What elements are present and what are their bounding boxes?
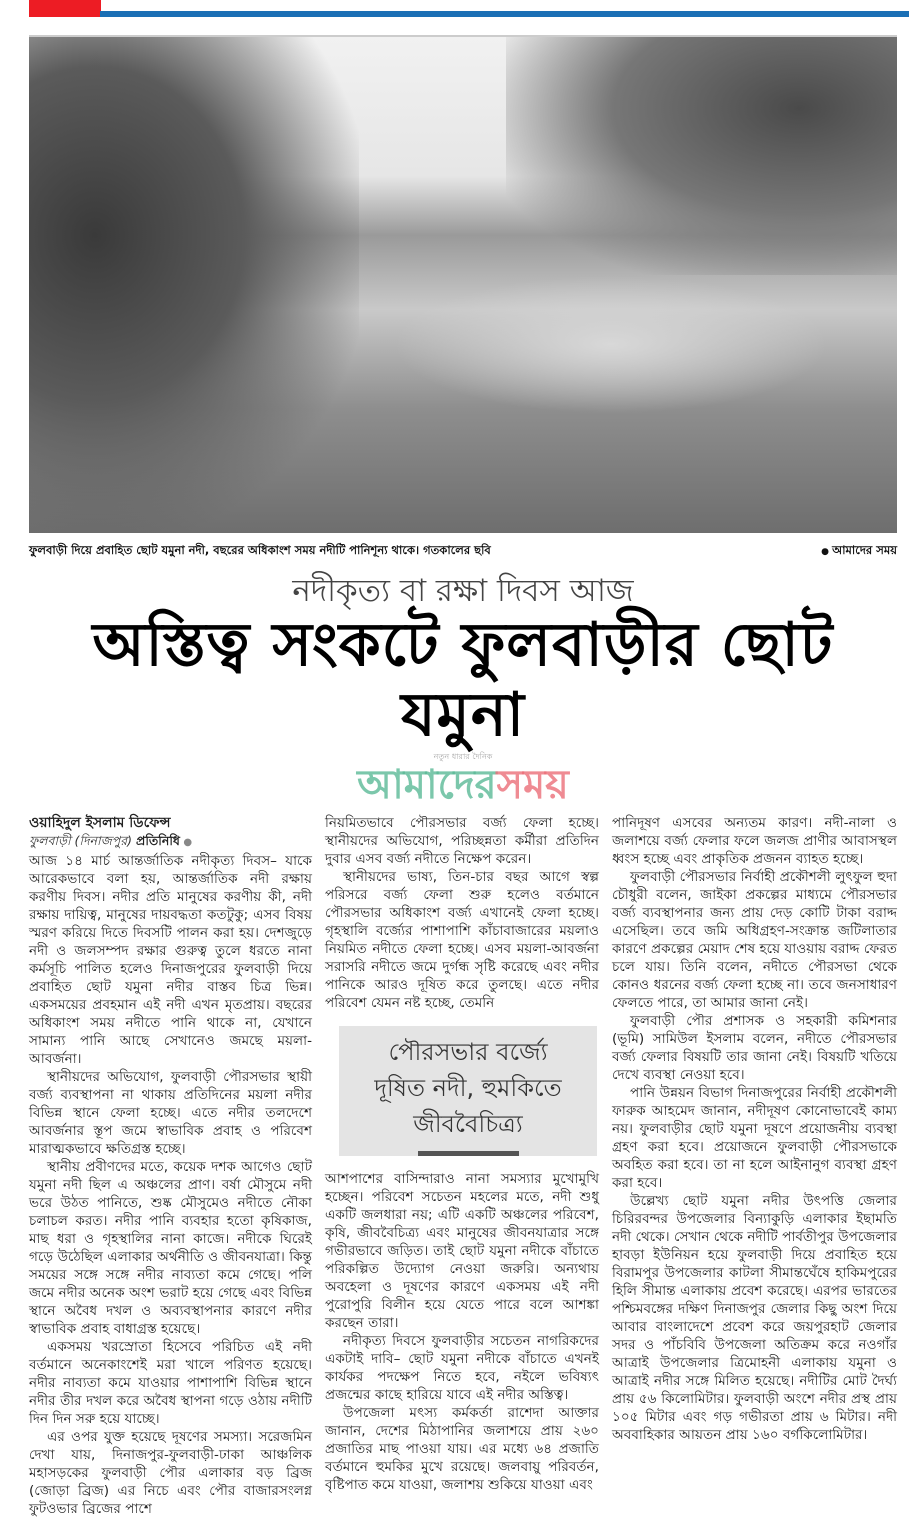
article-column-2: [325, 814, 599, 1518]
photo-buildings-right: [506, 37, 897, 275]
article-column-2-top: [325, 814, 599, 1012]
watermark-logo: [29, 752, 897, 808]
paragraph: উল্লেখ্য ছোট যমুনা নদীর উৎপত্তি জেলার চিরিরবন্দর উপজেলার বিন্যাকুড়ি এলাকার ইছামতি নদী থেকে। সেখান থেকে নদীটি পার্বতীপুর উপজেলার হাবড়া ইউনিয়ন হয়ে ফুলবাড়ী দিয়ে প্রবাহিত হয়ে বিরামপুর উপজেলার কাটলা সীমান্তঘেঁষে হাকিমপুরের হিলি সীমান্ত এলাকায় প্রবেশ করেছে। এরপর ভারতের পশ্চিমবঙ্গের দক্ষিণ দিনাজপুর জেলার কিছু অংশ দিয়ে আবার বাংলাদেশে প্রবেশ করে জয়পুরহাট জেলার সদর ও পাঁচবিবি উপজেলা অতিক্রম করে নওগাঁর আত্রাই উপজেলার ত্রিমোহনী এলাকায় যমুনা ও আত্রাই নদীর সঙ্গে মিলিত হয়েছে। নদীটির মোট দৈর্ঘ্য প্রায় ৫৬ কিলোমিটার। ফুলবাড়ী অংশে নদীর প্রস্থ প্রায় ১০৫ মিটার এবং গড় গভীরতা প্রায় ৬ মিটার। নদী অববাহিকার আয়তন প্রায় ১৬০ বর্গকিলোমিটার।: [612, 1193, 897, 1443]
watermark-part2: সময়: [496, 762, 569, 808]
dateline-role: প্রতিনিধি ●: [136, 833, 192, 848]
paragraph: পানিদূষণ এসবের অন্যতম কারণ। নদী-নালা ও জলাশয়ে বর্জ্য ফেলার ফলে জলজ প্রাণীর আবাসস্থল ধ্বংস হচ্ছে এবং প্রাকৃতিক প্রজনন ব্যাহত হচ্ছে।: [612, 815, 897, 867]
paragraph: নদীকৃত্য দিবসে ফুলবাড়ীর সচেতন নাগরিকদের একটাই দাবি– ছোট যমুনা নদীকে বাঁচাতে এখনই কার্যকর পদক্ষেপ নিতে হবে, নইলে ভবিষ্যৎ প্রজন্মের কাছে হারিয়ে যাবে এই নদীর অস্তিত্ব।: [325, 1333, 599, 1403]
dateline-place: ফুলবাড়ী (দিনাজপুর): [29, 833, 133, 848]
paragraph: আশপাশের বাসিন্দারাও নানা সমস্যার মুখোমুখি হচ্ছেন। পরিবেশ সচেতন মহলের মতে, নদী শুধু একটি জলধারা নয়; এটি একটি অঞ্চলের পরিবেশ, কৃষি, জীববৈচিত্র্য এবং মানুষের জীবনযাত্রার সঙ্গে গভীরভাবে জড়িত। তাই ছোট যমুনা নদীকে বাঁচাতে পরিকল্পিত উদ্যোগ নেওয়া জরুরি। অন্যথায় অবহেলা ও দূষণের কারণে একসময় এই নদী পুরোপুরি বিলীন হয়ে যেতে পারে বলে আশঙ্কা করছেন তারা।: [325, 1171, 599, 1331]
article: [29, 543, 897, 1518]
section-rule-blue: [100, 11, 909, 17]
caption-text: ফুলবাড়ী দিয়ে প্রবাহিত ছোট যমুনা নদী, বছরের অধিকাংশ সময় নদীটি পানিশূন্য থাকে। গতকালের ছবি: [29, 543, 491, 557]
paragraph: স্থানীয় প্রবীণদের মতে, কয়েক দশক আগেও ছোট যমুনা নদী ছিল এ অঞ্চলের প্রাণ। বর্ষা মৌসুমে নদী ভরে উঠত পানিতে, শুষ্ক মৌসুমেও নদীতে নৌকা চলাচল করত। নদীর পানি ব্যবহার হতো কৃষিকাজ, মাছ ধরা ও গৃহস্থালির নানা কাজে। নদীকে ঘিরেই গড়ে উঠেছিল এলাকার অর্থনীতি ও জীবনযাত্রা। কিন্তু সময়ের সঙ্গে সঙ্গে নদীর নাব্যতা কমে গেছে। পলি জমে নদীর অনেক অংশ ভরাট হয়ে গেছে এবং বিভিন্ন স্থানে অবৈধ দখল ও অব্যবস্থাপনার কারণে নদীর স্বাভাবিক প্রবাহ বাধাগ্রস্ত হয়েছে।: [29, 1159, 312, 1337]
byline-author: ওয়াহিদুল ইসলাম ডিফেন্স: [29, 815, 171, 831]
photo-trees-left: [29, 37, 359, 533]
article-column-2-bottom: [325, 1170, 599, 1494]
paragraph: ফুলবাড়ী পৌর প্রশাসক ও সহকারী কমিশনার (ভূমি) সামিউল ইসলাম বলেন, নদীতে পৌরসভার বর্জ্য ফেলার বিষয়টি তার জানা নেই। বিষয়টি খতিয়ে দেখে ব্যবস্থা নেওয়া হবে।: [612, 1013, 897, 1083]
paragraph: একসময় খরস্রোতা হিসেবে পরিচিত এই নদী বর্তমানে অনেকাংশেই মরা খালে পরিণত হয়েছে। নদীর নাব্যতা কমে যাওয়ার পাশাপাশি বিভিন্ন স্থানে নদীর তীর দখল করে অবৈধ স্থাপনা গড়ে ওঠায় নদীটি দিন দিন সরু হয়ে যাচ্ছে।: [29, 1339, 312, 1427]
pull-quote-line: দূষিত নদী, হুমকিতে: [374, 1074, 562, 1102]
kicker: নদীকৃত্য বা রক্ষা দিবস আজ: [292, 573, 634, 609]
river-photo: [29, 35, 897, 533]
photo-caption: [29, 543, 897, 560]
paragraph: নিয়মিতভাবে পৌরসভার বর্জ্য ফেলা হচ্ছে। স্থানীয়দের অভিযোগ, পরিচ্ছন্নতা কর্মীরা প্রতিদিন দুবার এসব বর্জ্য নদীতে নিক্ষেপ করেন।: [325, 815, 599, 867]
paragraph: স্থানীয়দের ভাষ্য, তিন-চার বছর আগে স্বল্প পরিসরে বর্জ্য ফেলা শুরু হলেও বর্তমানে পৌরসভার অধিকাংশ বর্জ্য এখানেই ফেলা হচ্ছে। গৃহস্থালি বর্জ্যের পাশাপাশি কাঁচাবাজারের ময়লাও নিয়মিত নদীতে ফেলা হচ্ছে। এসব ময়লা-আবর্জনা সরাসরি নদীতে জমে দুর্গন্ধ সৃষ্টি করেছে এবং নদীর পানিকে আরও দূষিত করে তুলছে। এতে নদীর পরিবেশ যেমন নষ্ট হচ্ছে, তেমনি: [325, 869, 599, 1011]
pull-quote-underline: [418, 1151, 519, 1156]
pull-quote-line: পৌরসভার বর্জ্যে: [388, 1038, 548, 1066]
paragraph: উপজেলা মৎস্য কর্মকর্তা রাশেদা আক্তার জানান, দেশের মিঠাপানির জলাশয়ে প্রায় ২৬০ প্রজাতির মাছ পাওয়া যায়। এর মধ্যে ৬৪ প্রজাতি বর্তমানে হুমকির মুখে রয়েছে। জলবায়ু পরিবর্তন, বৃষ্টিপাত কমে যাওয়া, জলাশয় শুকিয়ে যাওয়া এবং: [325, 1405, 599, 1493]
section-marker-red: [29, 0, 101, 17]
photo-riverbed: [394, 275, 828, 414]
article-column-3: [612, 814, 897, 1518]
paragraph: ফুলবাড়ী পৌরসভার নির্বাহী প্রকৌশলী লুৎফুল হুদা চৌধুরী বলেন, জাইকা প্রকল্পের মাধ্যমে পৌরসভার বর্জ্য ব্যবস্থাপনার জন্য প্রায় দেড় কোটি টাকা বরাদ্দ এসেছিল। তবে জমি অধিগ্রহণ-সংক্রান্ত জটিলাতার কারণে প্রকল্পের মেয়াদ শেষ হয়ে যাওয়ায় বরাদ্দ ফেরত চলে যায়। তিনি বলেন, নদীতে পৌরসভা থেকে কোনও ধরনের বর্জ্য ফেলা হচ্ছে না। তবে জনসাধারণ ফেলতে পারে, তা আমার জানা নেই।: [612, 869, 897, 1011]
watermark-wordmark: [357, 762, 569, 808]
paragraph: আজ ১৪ মার্চ আন্তর্জাতিক নদীকৃত্য দিবস– যাকে আরেকভাবে বলা হয়, আন্তর্জাতিক নদী রক্ষায় করণীয় দিবস। নদীর প্রতি মানুষের করণীয় কী, নদী রক্ষায় দায়িত্ব, মানুষের দায়বদ্ধতা কতটুকু; এসব বিষয় স্মরণ করিয়ে দিতে দিবসটি পালন করা হয়। দেশজুড়ে নদী ও জলসম্পদ রক্ষার গুরুত্ব তুলে ধরতে নানা কর্মসূচি পালিত হলেও দিনাজপুরের ফুলবাড়ী দিয়ে প্রবাহিত ছোট যমুনা নদীর বাস্তব চিত্র ভিন্ন। একসময়ের প্রবহমান এই নদী এখন মৃতপ্রায়। বছরের অধিকাংশ সময় নদীতে পানি থাকে না, যেখানে সামান্য পানি আছে সেখানেও জমছে ময়লা-আবর্জনা।: [29, 853, 312, 1067]
headline: অস্তিত্ব সংকটে ফুলবাড়ীর ছোট যমুনা: [92, 610, 834, 750]
article-column-1: [29, 814, 312, 1518]
photo-credit: ● আমাদের সময়: [821, 543, 897, 560]
pull-quote: [339, 1026, 597, 1156]
watermark-part1: আমাদের: [357, 762, 497, 808]
paragraph: স্থানীয়দের অভিযোগ, ফুলবাড়ী পৌরসভার স্থায়ী বর্জ্য ব্যবস্থাপনা না থাকায় প্রতিদিনের ময়লা নদীর বিভিন্ন স্থানে ফেলা হচ্ছে। এতে নদীর তলদেশে আবর্জনার স্তূপ জমে স্বাভাবিক প্রবাহ ও পরিবেশ মারাত্মকভাবে ক্ষতিগ্রস্ত হচ্ছে।: [29, 1069, 312, 1157]
pull-quote-line: জীববৈচিত্র্য: [413, 1110, 523, 1138]
dateline: [29, 832, 312, 852]
article-columns: [29, 814, 897, 1518]
paragraph: পানি উন্নয়ন বিভাগ দিনাজপুরের নির্বাহী প্রকৌশলী ফারুক আহমেদ জানান, নদীদূষণ কোনোভাবেই কাম্য নয়। ফুলবাড়ীর ছোট যমুনা দূষণে প্রয়োজনীয় ব্যবস্থা গ্রহণ করা হবে। প্রয়োজনে ফুলবাড়ী পৌরসভাকে অবহিত করা হবে। তা না হলে আইনানুগ ব্যবস্থা গ্রহণ করা হবে।: [612, 1085, 897, 1191]
paragraph: এর ওপর যুক্ত হয়েছে দূষণের সমস্যা। সরেজমিন দেখা যায়, দিনাজপুর-ফুলবাড়ী-ঢাকা আঞ্চলিক মহাসড়কের ফুলবাড়ী পৌর এলাকার বড় ব্রিজ (জোড়া ব্রিজ) এর নিচে এবং পৌর বাজারসংলগ্ন ফুটওভার ব্রিজের পাশে: [29, 1429, 312, 1517]
watermark-tagline: নতুন ধারার দৈনিক: [433, 752, 493, 761]
